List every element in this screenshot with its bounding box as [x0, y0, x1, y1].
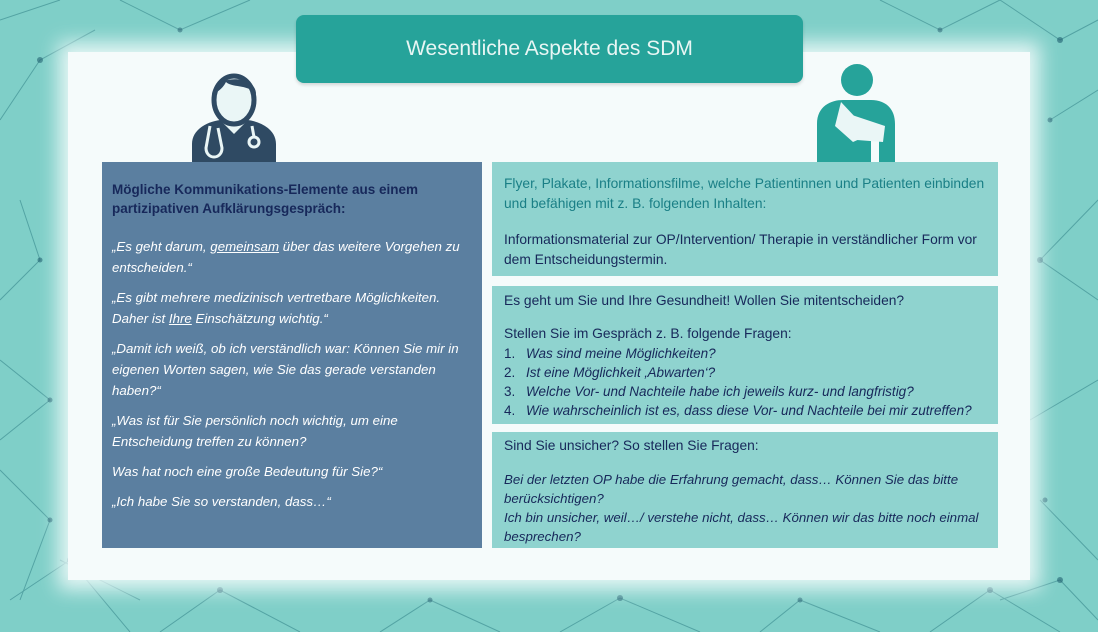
questions-heading: Es geht um Sie und Ihre Gesundheit! Wollen Sie mitentscheiden?	[504, 293, 905, 308]
quote-6: „Ich habe Sie so verstanden, dass…“	[112, 494, 331, 509]
communication-elements-box	[102, 162, 482, 548]
doctor-icon	[188, 68, 280, 166]
page-title: Wesentliche Aspekte des SDM	[296, 15, 803, 83]
info-material-heading: Flyer, Plakate, Informationsfilme, welche Patientinnen und Patienten einbinden und befähigen mit z. B. folgenden Inhalten:	[504, 176, 985, 211]
uncertain-heading: Sind Sie unsicher? So stellen Sie Fragen:	[504, 438, 759, 453]
uncertain-example-1: Bei der letzten OP habe die Erfahrung gemacht, dass… Können Sie das bitte berücksichtigen?	[504, 472, 959, 506]
info-material-box	[492, 162, 998, 276]
list-item: 2. Ist eine Möglichkeit ‚Abwarten‘?	[504, 365, 716, 380]
quote-4: „Was ist für Sie persönlich noch wichtig, um eine Entscheidung treffen zu können?	[112, 413, 398, 449]
questions-box	[492, 286, 998, 424]
list-item: 3. Welche Vor- und Nachteile habe ich jeweils kurz- und langfristig?	[504, 384, 914, 399]
left-heading: Mögliche Kommunikations-Elemente aus einem partizipativen Aufklärungsgespräch:	[112, 182, 419, 216]
info-material-text: Informationsmaterial zur OP/Intervention/ Therapie in verständlicher Form vor dem Entscheidungstermin.	[504, 232, 977, 267]
quote-5: Was hat noch eine große Bedeutung für Sie?“	[112, 464, 383, 479]
quote-3: „Damit ich weiß, ob ich verständlich war: Können Sie mir in eigenen Worten sagen, wie Sie das gerade verstanden haben?“	[112, 341, 459, 398]
questions-list	[504, 344, 986, 420]
list-item: 1. Was sind meine Möglichkeiten?	[504, 346, 716, 361]
questions-intro: Stellen Sie im Gespräch z. B. folgende Fragen:	[504, 326, 792, 341]
list-item: 4. Wie wahrscheinlich ist es, dass diese Vor- und Nachteile bei mir zutreffen?	[504, 403, 972, 418]
quote-2: „Es gibt mehrere medizinisch vertretbare Möglichkeiten. Daher ist Ihre Einschätzung wichtig.“	[112, 290, 441, 326]
uncertain-box	[492, 432, 998, 548]
patient-icon	[813, 62, 895, 168]
quote-1: „Es geht darum, gemeinsam über das weitere Vorgehen zu entscheiden.“	[112, 239, 460, 275]
uncertain-example-2: Ich bin unsicher, weil…/ verstehe nicht, dass… Können wir das bitte noch einmal besprechen?	[504, 510, 979, 544]
